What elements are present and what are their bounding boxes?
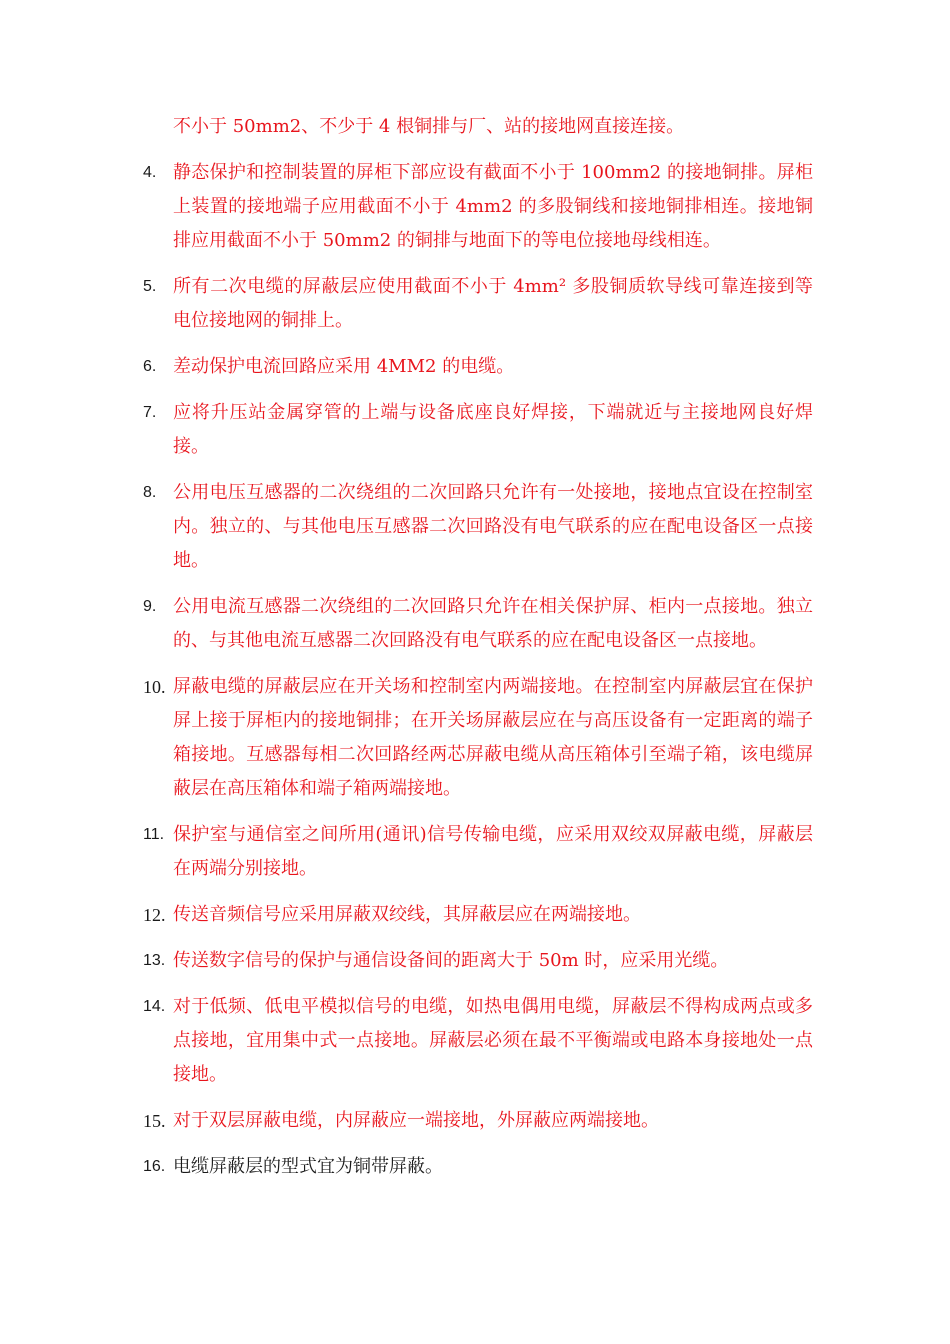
list-item-text: 公用电流互感器二次绕组的二次回路只允许在相关保护屏、柜内一点接地。独立的、与其他电流互感器二次回路没有电气联系的应在配电设备区一点接地。 xyxy=(173,596,813,651)
list-item-number: 13. xyxy=(143,952,166,969)
list-item-number: 6. xyxy=(143,358,157,375)
list-item-7 xyxy=(143,396,813,464)
list-item-text: 不小于 50mm2、不少于 4 根铜排与厂、站的接地网直接连接。 xyxy=(173,116,685,137)
list-item-number: 15. xyxy=(143,1111,166,1131)
list-item-text: 静态保护和控制装置的屏柜下部应设有截面不小于 100mm2 的接地铜排。屏柜上装置的接地端子应用截面不小于 4mm2 的多股铜线和接地铜排相连。接地铜排应用截面不小于 50mm2 的铜排与地面下的等电位接地母线相连。 xyxy=(173,162,813,251)
list-item-number: 11. xyxy=(143,826,165,843)
list-item-12 xyxy=(143,898,813,932)
list-item-13 xyxy=(143,944,813,978)
list-item-text: 公用电压互感器的二次绕组的二次回路只允许有一处接地，接地点宜设在控制室内。独立的、与其他电压互感器二次回路没有电气联系的应在配电设备区一点接地。 xyxy=(173,482,813,571)
list-item-number: 8. xyxy=(143,484,157,501)
list-item-text: 电缆屏蔽层的型式宜为铜带屏蔽。 xyxy=(173,1156,443,1177)
list-item-11 xyxy=(143,818,813,886)
numbered-list xyxy=(143,110,813,1196)
list-item-text: 传送音频信号应采用屏蔽双绞线，其屏蔽层应在两端接地。 xyxy=(173,904,641,925)
list-item-text: 保护室与通信室之间所用(通讯)信号传输电缆，应采用双绞双屏蔽电缆，屏蔽层在两端分别接地。 xyxy=(173,824,813,879)
list-item-14 xyxy=(143,990,813,1092)
list-item-6 xyxy=(143,350,813,384)
list-item-15 xyxy=(143,1104,813,1138)
list-item-16 xyxy=(143,1150,813,1184)
list-item-text: 传送数字信号的保护与通信设备间的距离大于 50m 时，应采用光缆。 xyxy=(173,950,729,971)
list-item-text: 所有二次电缆的屏蔽层应使用截面不小于 4mm² 多股铜质软导线可靠连接到等电位接地网的铜排上。 xyxy=(173,276,813,331)
list-item-10 xyxy=(143,670,813,806)
list-item-number: 14. xyxy=(143,998,166,1015)
list-item-number: 7. xyxy=(143,404,157,421)
list-item-text: 差动保护电流回路应采用 4MM2 的电缆。 xyxy=(173,356,515,377)
list-item-text: 屏蔽电缆的屏蔽层应在开关场和控制室内两端接地。在控制室内屏蔽层宜在保护屏上接于屏柜内的接地铜排；在开关场屏蔽层应在与高压设备有一定距离的端子箱接地。互感器每相二次回路经两芯屏蔽电缆从高压箱体引至端子箱，该电缆屏蔽层在高压箱体和端子箱两端接地。 xyxy=(173,676,813,799)
list-item-text: 对于双层屏蔽电缆，内屏蔽应一端接地，外屏蔽应两端接地。 xyxy=(173,1110,659,1131)
list-item-9 xyxy=(143,590,813,658)
list-item-5 xyxy=(143,270,813,338)
list-item-number: 12. xyxy=(143,905,166,925)
list-item-number: 10. xyxy=(143,677,166,697)
list-item-continuation xyxy=(143,110,813,144)
list-item-number: 5. xyxy=(143,278,157,295)
list-item-8 xyxy=(143,476,813,578)
list-item-4 xyxy=(143,156,813,258)
list-item-text: 应将升压站金属穿管的上端与设备底座良好焊接，下端就近与主接地网良好焊接。 xyxy=(173,402,813,457)
list-item-number: 9. xyxy=(143,598,157,615)
list-item-number: 4. xyxy=(143,164,157,181)
list-item-number: 16. xyxy=(143,1158,166,1175)
list-item-text: 对于低频、低电平模拟信号的电缆，如热电偶用电缆，屏蔽层不得构成两点或多点接地，宜用集中式一点接地。屏蔽层必须在最不平衡端或电路本身接地处一点接地。 xyxy=(173,996,813,1085)
